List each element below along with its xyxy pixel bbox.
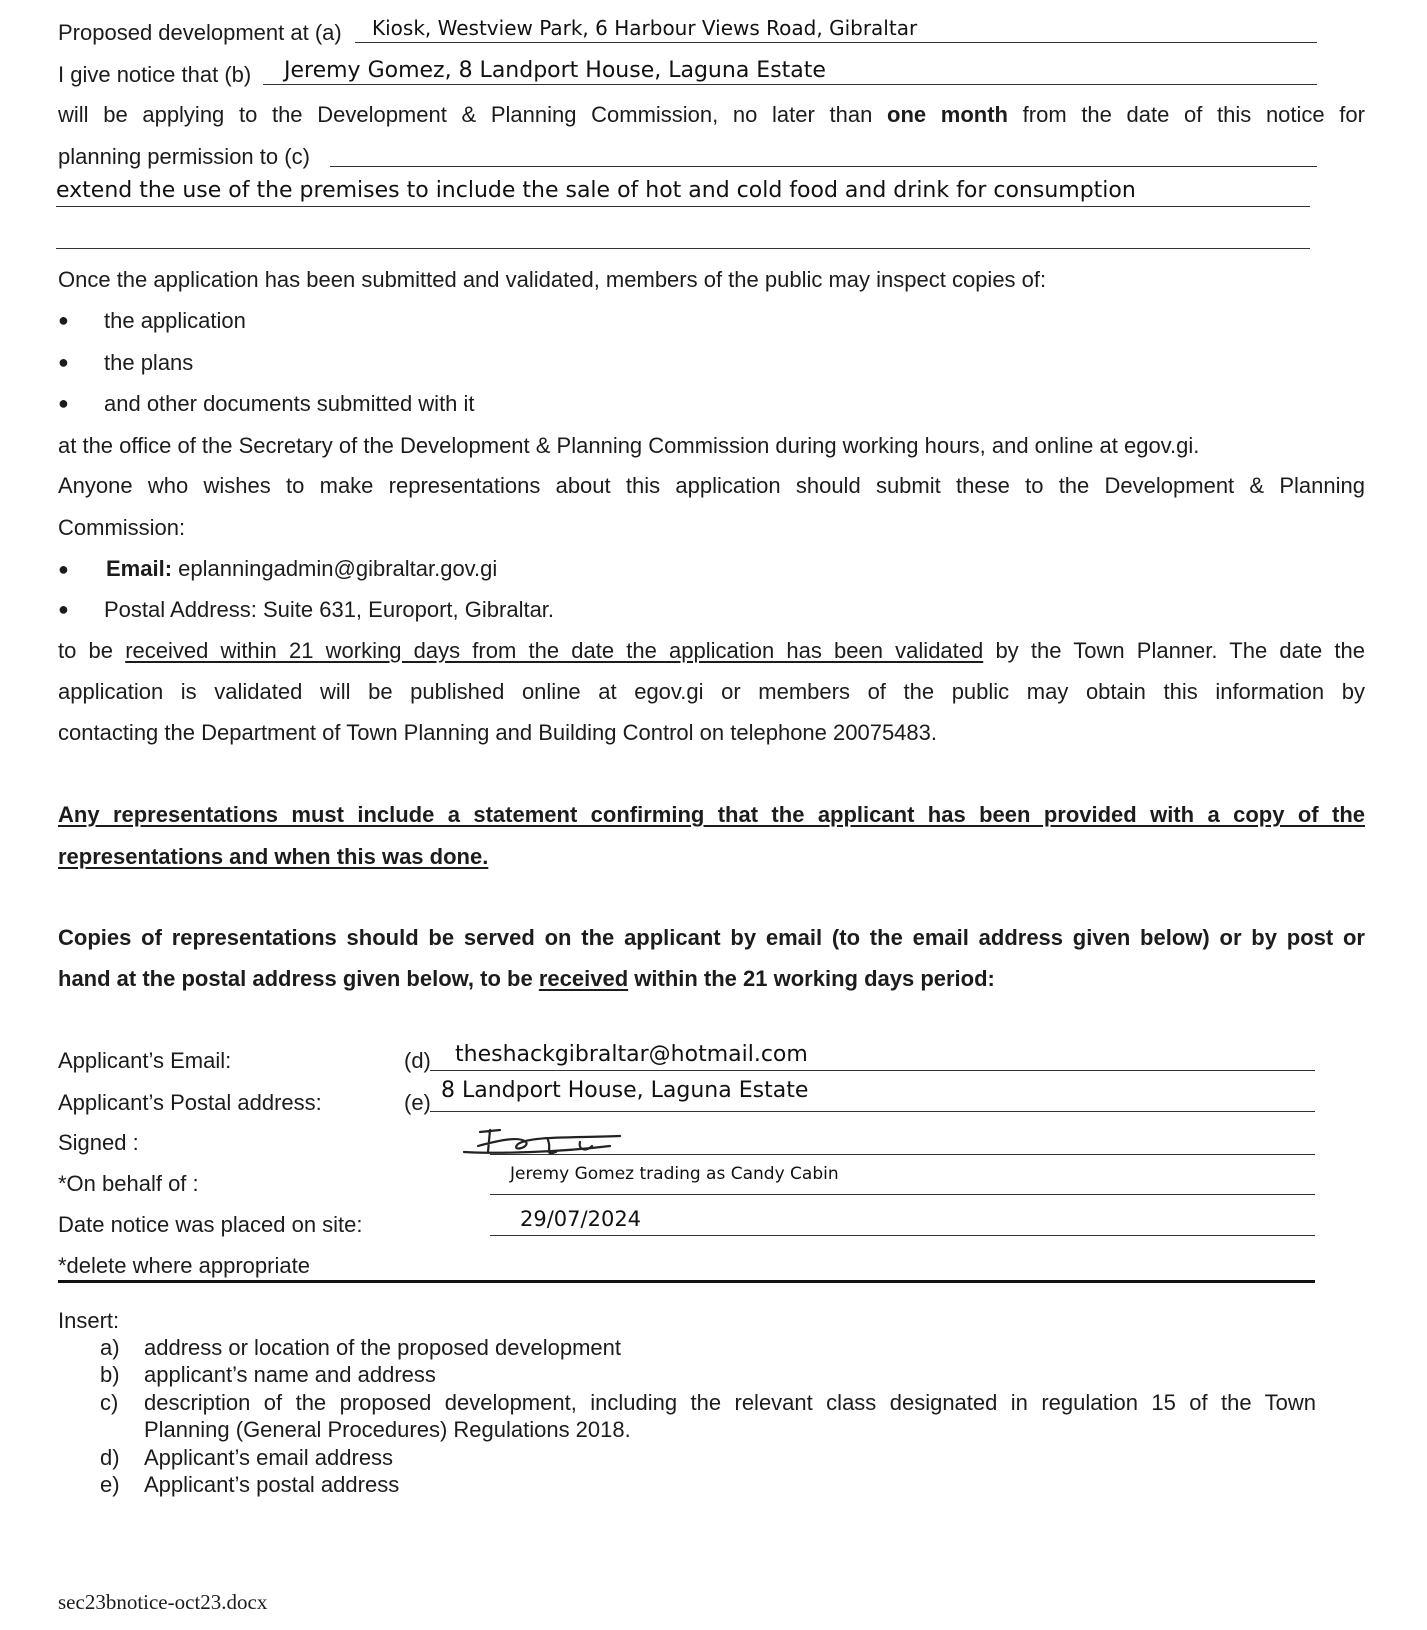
- field-c-line-1: [330, 166, 1317, 167]
- bullet-icon: ●: [58, 310, 69, 330]
- signed-line: [490, 1154, 1315, 1155]
- copies-post: within the 21 working days period:: [634, 966, 995, 991]
- insert-letter: b): [100, 1362, 120, 1387]
- behalf-label: *On behalf of :: [58, 1171, 199, 1196]
- insert-letter: d): [100, 1445, 120, 1470]
- inspect-item: and other documents submitted with it: [104, 391, 475, 416]
- recv-pre: to be: [58, 638, 114, 663]
- field-a-value[interactable]: Kiosk, Westview Park, 6 Harbour Views Road, Gibraltar: [372, 16, 918, 40]
- field-d-marker: (d): [404, 1048, 431, 1073]
- signature-image: [460, 1122, 630, 1162]
- copies-line-1: Copies of representations should be served on the applicant by email (to the email address given below) or by post or: [58, 925, 1365, 950]
- insert-text: applicant’s name and address: [144, 1362, 436, 1387]
- copies-line-2: [58, 966, 995, 992]
- insert-text: Applicant’s email address: [144, 1445, 394, 1470]
- bullet-icon: ●: [58, 352, 69, 372]
- section-divider: [58, 1280, 1315, 1283]
- field-c-value[interactable]: extend the use of the premises to include the sale of hot and cold food and drink for consumption: [56, 178, 1136, 203]
- field-d-line: [430, 1070, 1315, 1071]
- bullet-icon: ●: [58, 599, 69, 619]
- inspect-item: the application: [104, 308, 246, 333]
- applying-pre: will be applying to the Development & Planning Commission, no later than: [58, 102, 873, 127]
- insert-text-continued: Planning (General Procedures) Regulations 2018.: [144, 1417, 631, 1442]
- rep-postal: Postal Address: Suite 631, Europort, Gibraltar.: [104, 597, 555, 622]
- applicant-postal-value[interactable]: 8 Landport House, Laguna Estate: [441, 1078, 809, 1103]
- insert-letter: a): [100, 1335, 120, 1360]
- representations-line-2: Commission:: [58, 515, 186, 540]
- inspect-item: the plans: [104, 350, 194, 375]
- insert-text: address or location of the proposed development: [144, 1335, 621, 1360]
- field-b-value[interactable]: Jeremy Gomez, 8 Landport House, Laguna Estate: [284, 58, 826, 83]
- signed-label: Signed :: [58, 1130, 139, 1155]
- contact-line: contacting the Department of Town Planning and Building Control on telephone 20075483.: [58, 720, 938, 745]
- behalf-line: [490, 1194, 1315, 1195]
- rep-email-label: Email:: [106, 556, 173, 581]
- applicant-postal-label: Applicant’s Postal address:: [58, 1090, 322, 1115]
- field-e-marker: (e): [404, 1090, 431, 1115]
- field-e-line: [430, 1111, 1315, 1112]
- rep-email: [106, 556, 497, 582]
- notice-line-1: Any representations must include a statement confirming that the applicant has been provided with a copy of the: [58, 802, 1365, 827]
- label-b: I give notice that (b): [58, 62, 252, 87]
- received-line: [58, 638, 1365, 664]
- copies-pre: hand at the postal address given below, to be: [58, 966, 533, 991]
- insert-text: description of the proposed development, including the relevant class designated in regulation 15 of the Town: [144, 1390, 1316, 1415]
- insert-heading: Insert:: [58, 1308, 120, 1333]
- insert-text: Applicant’s postal address: [144, 1472, 400, 1497]
- validated-line: application is validated will be published online at egov.gi or members of the public may obtain this information by: [58, 679, 1365, 704]
- label-a: Proposed development at (a): [58, 20, 342, 45]
- applicant-email-value[interactable]: theshackgibraltar@hotmail.com: [455, 1042, 808, 1067]
- recv-post: by the Town Planner. The date the: [995, 638, 1365, 663]
- insert-letter: e): [100, 1472, 120, 1497]
- applicant-email-label: Applicant’s Email:: [58, 1048, 232, 1073]
- inspection-intro: Once the application has been submitted and validated, members of the public may inspect copies of:: [58, 267, 1047, 292]
- bullet-icon: ●: [58, 393, 69, 413]
- footer-filename: sec23bnotice-oct23.docx: [58, 1590, 268, 1614]
- applying-bold: one month: [887, 102, 1008, 127]
- date-line: [490, 1235, 1315, 1236]
- label-c: planning permission to (c): [58, 144, 310, 169]
- rep-email-value: eplanningadmin@gibraltar.gov.gi: [178, 556, 498, 581]
- field-c-line-2: [56, 206, 1310, 207]
- notice-line-2: representations and when this was done.: [58, 844, 489, 869]
- field-c-line-3: [56, 248, 1310, 249]
- field-b-line: [263, 84, 1317, 85]
- date-label: Date notice was placed on site:: [58, 1212, 363, 1237]
- representations-line-1: Anyone who wishes to make representations about this application should submit these to the Development & Planning: [58, 473, 1365, 498]
- field-a-line: [355, 42, 1317, 43]
- applying-line: [58, 102, 1365, 128]
- inspection-office: at the office of the Secretary of the Development & Planning Commission during working hours, and online at egov.gi.: [58, 433, 1200, 458]
- copies-underline: received: [538, 966, 629, 991]
- insert-letter: c): [100, 1390, 119, 1415]
- bullet-icon: ●: [58, 559, 69, 579]
- date-value[interactable]: 29/07/2024: [520, 1207, 642, 1231]
- recv-underline: received within 21 working days from the date the application has been validated: [125, 638, 984, 663]
- delete-note: *delete where appropriate: [58, 1253, 310, 1278]
- applying-post: from the date of this notice for: [1022, 102, 1365, 127]
- behalf-value[interactable]: Jeremy Gomez trading as Candy Cabin: [510, 1164, 839, 1184]
